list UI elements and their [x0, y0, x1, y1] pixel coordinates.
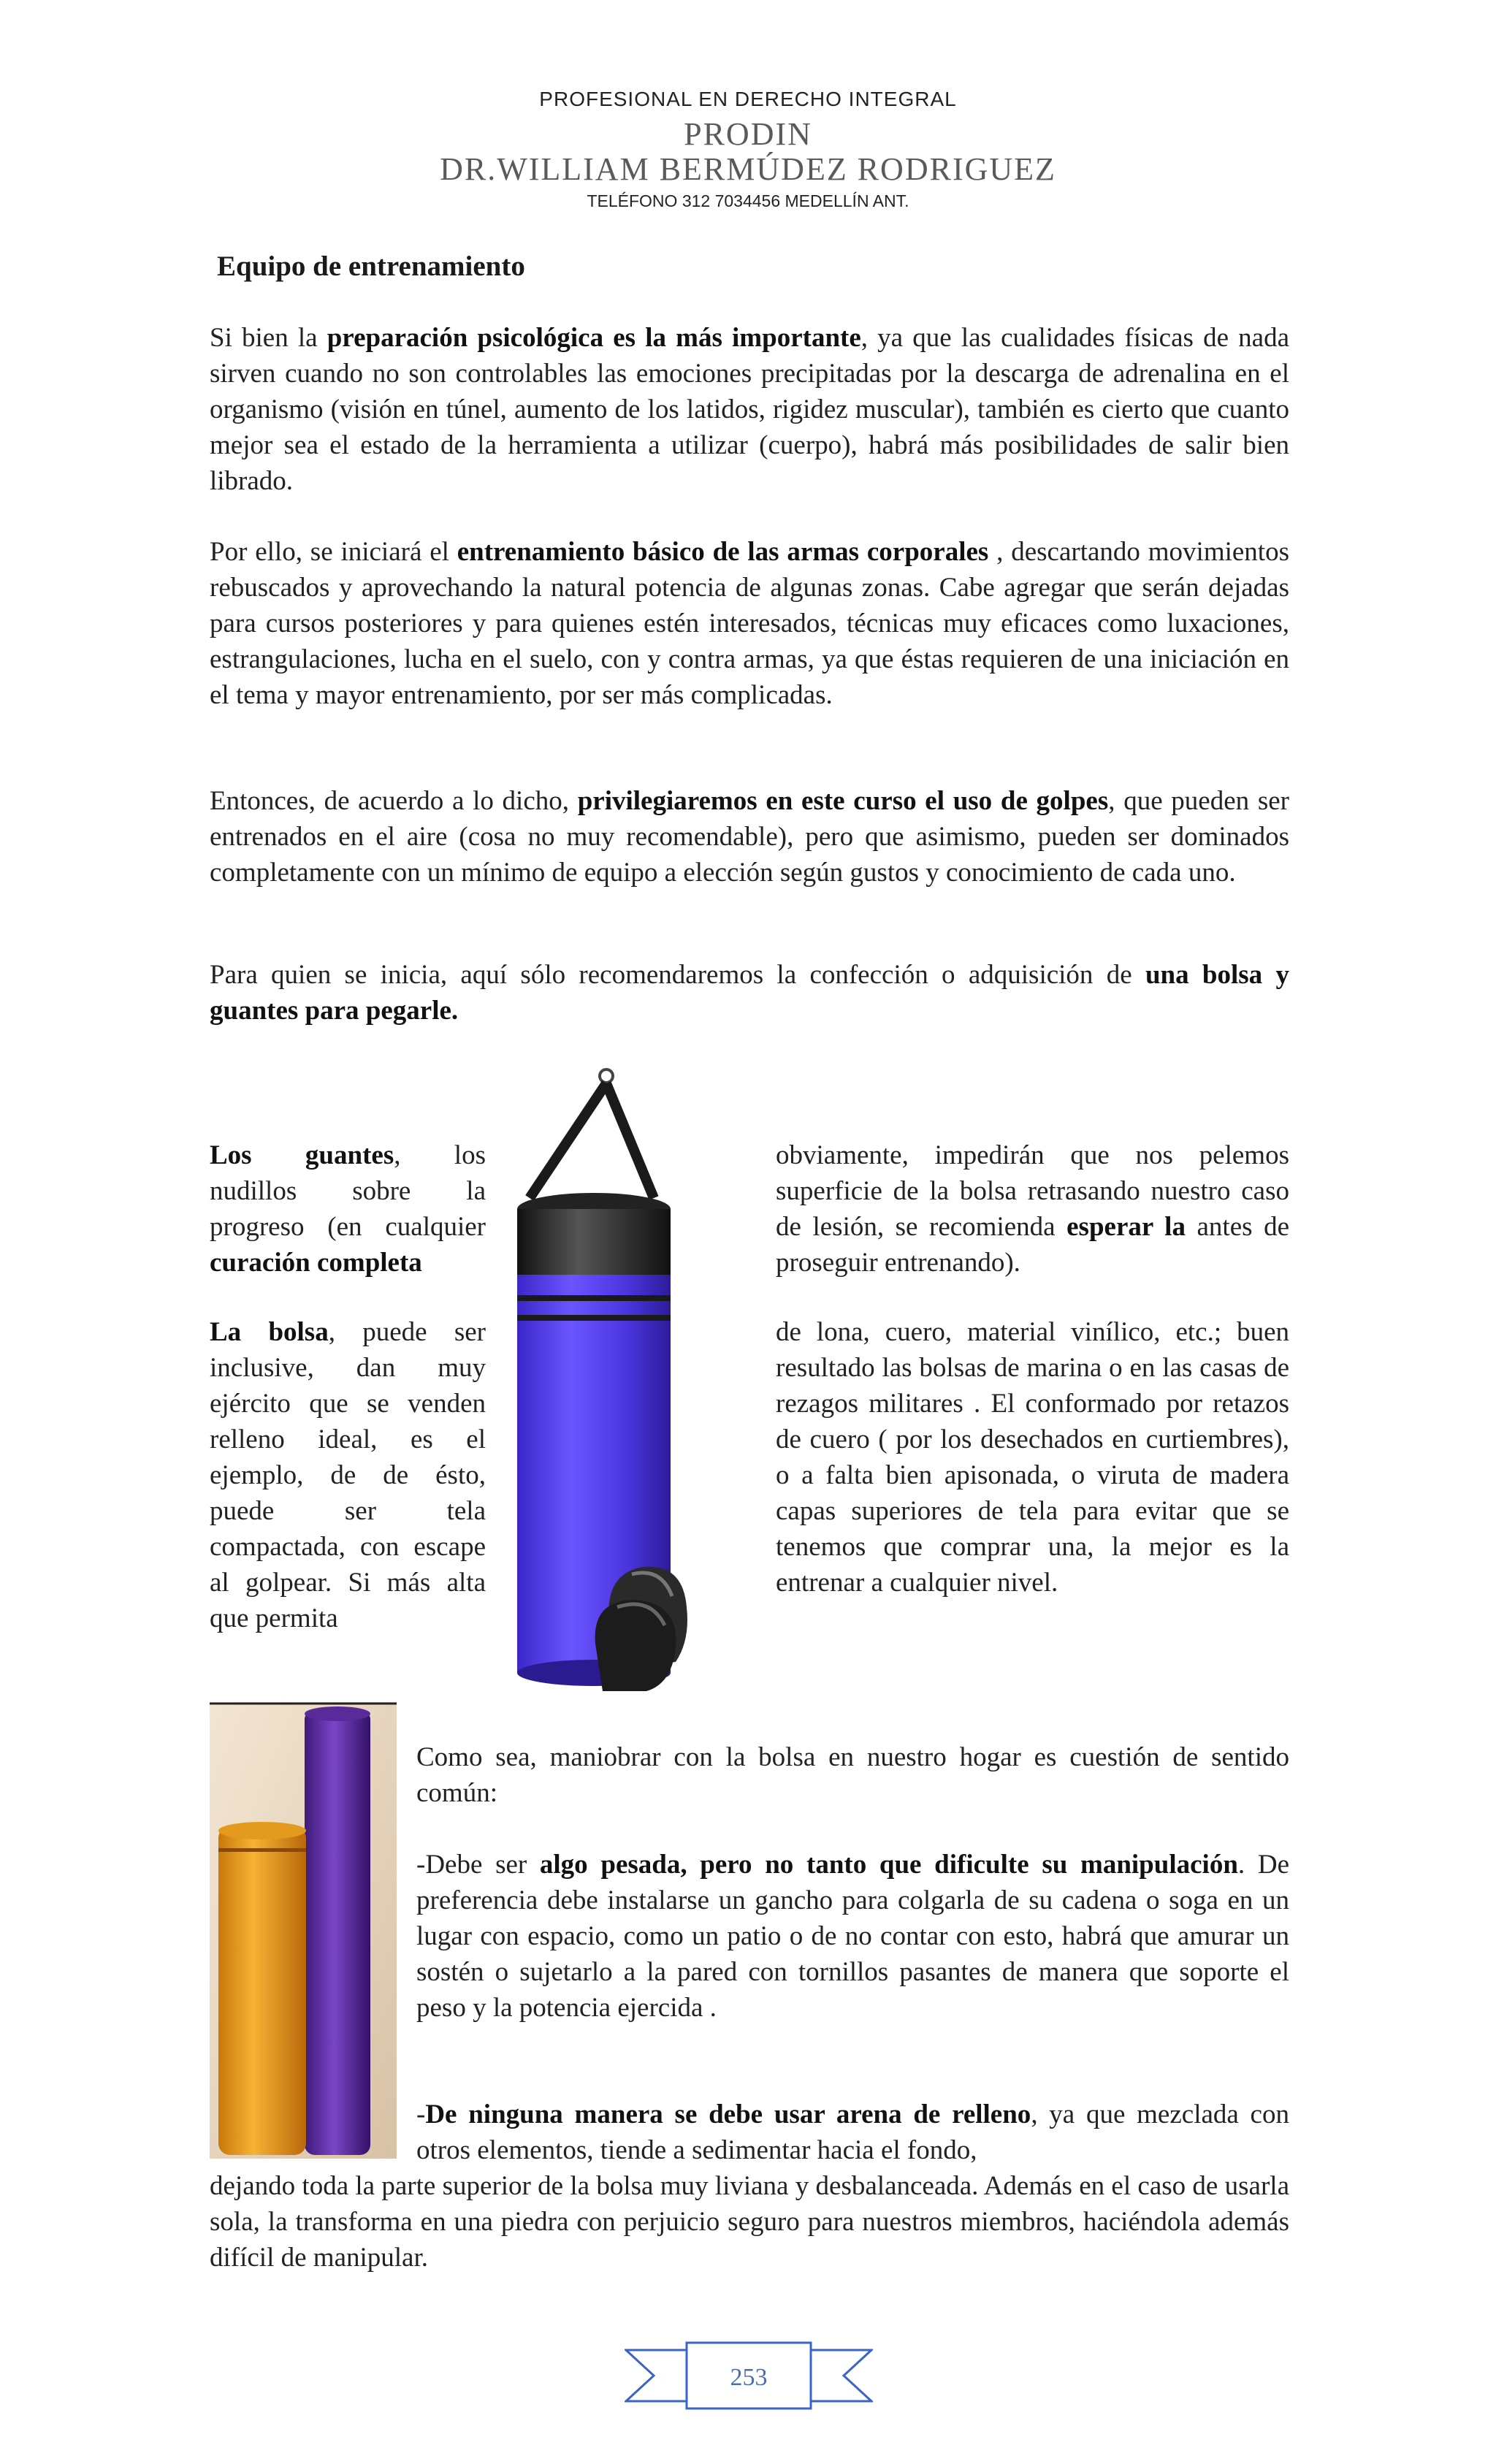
- paragraph-psychological: [210, 320, 1289, 499]
- paragraph-weight: [416, 1847, 1289, 2026]
- guantes-right-column: [776, 1137, 1289, 1281]
- bolsa-left-column: [210, 1314, 486, 1636]
- bold-run: entrenamiento básico de las armas corporales: [457, 537, 989, 567]
- text-run: Si bien la: [210, 323, 327, 353]
- header-line-profession: PROFESIONAL EN DERECHO INTEGRAL: [539, 88, 957, 110]
- text-run: antes de proseguir entrenando).: [776, 1212, 1289, 1278]
- text-run: , que pueden ser entrenados en el aire (cosa no muy recomendable), pero que asimismo, pueden ser dominados completamente con un mínimo de equipo a elección según gustos y conocimiento de cada uno.: [210, 786, 1289, 888]
- punching-bag-image: [508, 1063, 763, 1720]
- text-run: , ya que mezclada con otros elementos, tiende a sedimentar hacia el fondo,: [416, 2099, 1289, 2165]
- text-run: . De preferencia debe instalarse un gancho para colgarla de su cadena o soga en un lugar con espacio, como un patio o de no contar con esto, habrá que amurar un sostén o sujetarlo a la pared con tornillos pasantes de manera que soporte el peso y la potencia ejercida .: [416, 1850, 1289, 2023]
- bold-run: algo pesada, pero no tanto que dificulte su manipulación: [539, 1850, 1238, 1880]
- paragraph-no-sand-continued: dejando toda la parte superior de la bolsa muy liviana y desbalanceada. Además en el caso de usarla sola, la transforma en una piedra con perjuicio seguro para nuestros miembros, haciéndola además difícil de manipular.: [210, 2171, 1289, 2273]
- bold-run: curación completa: [210, 1248, 422, 1278]
- paragraph-no-sand: [416, 2097, 1289, 2168]
- bold-run: una bolsa y guantes para pegarle.: [210, 960, 1289, 1026]
- bold-run: Los guantes: [210, 1140, 394, 1170]
- paragraph-common-sense: Como sea, maniobrar con la bolsa en nuestro hogar es cuestión de sentido común:: [416, 1742, 1289, 1808]
- bold-run: privilegiaremos en este curso el uso de golpes: [577, 786, 1109, 816]
- text-run: -: [416, 2099, 426, 2129]
- paragraph-basic-training: [210, 534, 1289, 713]
- header-line-phone: TELÉFONO 312 7034456 MEDELLÍN ANT.: [587, 191, 909, 210]
- bold-run: De ninguna manera se debe usar arena de relleno: [425, 2099, 1031, 2129]
- header-line-author: DR.WILLIAM BERMÚDEZ RODRIGUEZ: [440, 151, 1056, 187]
- bold-run: La bolsa: [210, 1317, 329, 1347]
- text-run: Entonces, de acuerdo a lo dicho,: [210, 786, 578, 816]
- bold-run: preparación psicológica es la más importante: [327, 323, 861, 353]
- bags-photo-image: [210, 1702, 397, 2159]
- bold-run: esperar la: [1066, 1212, 1186, 1242]
- text-run: , los nudillos sobre la progreso (en cualquier: [210, 1140, 486, 1242]
- page-number: 253: [730, 2364, 768, 2391]
- section-title: Equipo de entrenamiento: [217, 251, 525, 282]
- text-run: , descartando movimientos rebuscados y aprovechando la natural potencia de algunas zonas. Cabe agregar que serán dejadas para cursos posteriores y para quienes estén interesados, técnicas muy eficaces como luxaciones, estrangulaciones, lucha en el suelo, con y contra armas, ya que éstas requieren de una iniciación en el tema y mayor entrenamiento, por ser más complicadas.: [210, 537, 1289, 710]
- text-run: obviamente, impedirán que nos pelemos superficie de la bolsa retrasando nuestro caso de lesión, se recomienda: [776, 1140, 1289, 1242]
- text-run: Por ello, se iniciará el: [210, 537, 457, 567]
- bolsa-right-column: [776, 1314, 1289, 1601]
- text-run: , ya que las cualidades físicas de nada sirven cuando no son controlables las emociones precipitadas por la descarga de adrenalina en el organismo (visión en túnel, aumento de los latidos, rigidez muscular), también es cierto que cuanto mejor sea el estado de la herramienta a utilizar (cuerpo), habrá más posibilidades de salir bien librado.: [210, 323, 1290, 496]
- guantes-left-column: [210, 1137, 486, 1281]
- text-run: de lona, cuero, material vinílico, etc.; buen resultado las bolsas de marina o en las casas de rezagos militares . El conformado por retazos de cuero ( por los desechados en curtiembres), o a falta bien apisonada, o viruta de madera capas superiores de tela para evitar que se tenemos que comprar una, la mejor es la entrenar a cualquier nivel.: [776, 1317, 1289, 1598]
- text-run: Para quien se inicia, aquí sólo recomendaremos la confección o adquisición de: [210, 960, 1145, 990]
- text-run: , puede ser inclusive, dan muy ejército que se venden relleno ideal, es el ejemplo, de de ésto, puede ser tela compactada, con escape al golpear. Si más alta que permita: [210, 1317, 486, 1633]
- text-run: -Debe ser: [416, 1850, 540, 1880]
- paragraph-recommendation: [210, 957, 1289, 1029]
- header-line-org: PRODIN: [684, 116, 812, 152]
- paragraph-strikes: [210, 783, 1289, 890]
